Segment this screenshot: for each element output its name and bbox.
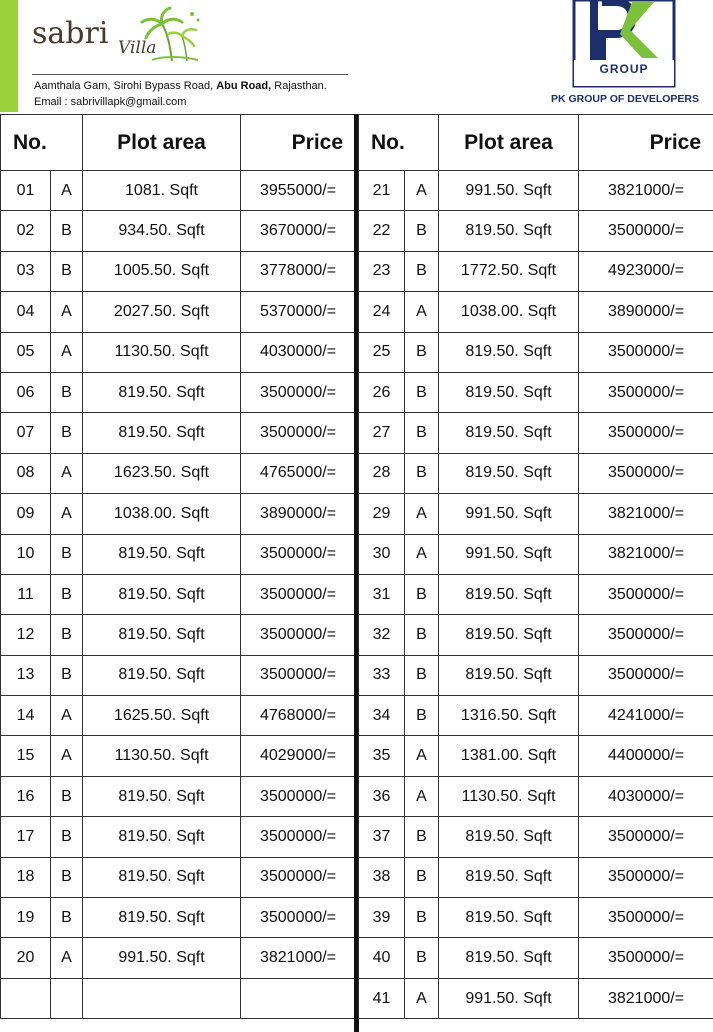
plot-number: 21 bbox=[359, 171, 405, 211]
plot-type: A bbox=[405, 978, 439, 1018]
plot-area: 1038.00. Sqft bbox=[439, 292, 579, 332]
plot-type: B bbox=[51, 615, 83, 655]
plot-price: 3500000/= bbox=[579, 857, 713, 897]
plot-price: 4923000/= bbox=[579, 251, 713, 291]
plot-area: 819.50. Sqft bbox=[439, 211, 579, 251]
plot-price: 3500000/= bbox=[241, 574, 356, 614]
pk-group-label: GROUP bbox=[599, 62, 649, 76]
plot-area: 819.50. Sqft bbox=[83, 776, 241, 816]
table-row bbox=[1, 898, 356, 938]
plot-type: B bbox=[405, 413, 439, 453]
plot-number: 40 bbox=[359, 938, 405, 978]
plot-number: 37 bbox=[359, 817, 405, 857]
plot-type: B bbox=[405, 332, 439, 372]
plot-price: 5370000/= bbox=[241, 292, 356, 332]
plot-area: 819.50. Sqft bbox=[439, 332, 579, 372]
plot-price: 3670000/= bbox=[241, 211, 356, 251]
palm-tree-icon bbox=[132, 6, 202, 66]
plot-table-left bbox=[0, 114, 356, 1019]
plot-type: B bbox=[51, 534, 83, 574]
plot-price: 3821000/= bbox=[579, 171, 713, 211]
plot-type: B bbox=[51, 413, 83, 453]
plot-area: 934.50. Sqft bbox=[83, 211, 241, 251]
table-row bbox=[1, 171, 356, 211]
plot-area: 1623.50. Sqft bbox=[83, 453, 241, 493]
table-row bbox=[1, 857, 356, 897]
plot-type: A bbox=[405, 171, 439, 211]
plot-area: 819.50. Sqft bbox=[83, 413, 241, 453]
plot-price: 4029000/= bbox=[241, 736, 356, 776]
plot-area: 819.50. Sqft bbox=[439, 615, 579, 655]
plot-type: A bbox=[405, 736, 439, 776]
plot-number: 10 bbox=[1, 534, 51, 574]
plot-type: B bbox=[405, 615, 439, 655]
plot-number: 08 bbox=[1, 453, 51, 493]
plot-type: A bbox=[51, 494, 83, 534]
plot-price: 3500000/= bbox=[579, 615, 713, 655]
plot-price: 3778000/= bbox=[241, 251, 356, 291]
table-row bbox=[359, 372, 713, 412]
plot-area: 819.50. Sqft bbox=[439, 453, 579, 493]
plot-number: 34 bbox=[359, 696, 405, 736]
plot-area: 1130.50. Sqft bbox=[439, 776, 579, 816]
plot-area: 819.50. Sqft bbox=[439, 857, 579, 897]
table-row bbox=[359, 332, 713, 372]
plot-price: 4768000/= bbox=[241, 696, 356, 736]
table-row bbox=[1, 211, 356, 251]
plot-area: 819.50. Sqft bbox=[83, 574, 241, 614]
plot-type: B bbox=[405, 696, 439, 736]
plot-type: B bbox=[405, 211, 439, 251]
plot-area: 991.50. Sqft bbox=[439, 978, 579, 1018]
plot-type bbox=[51, 978, 83, 1018]
plot-number: 09 bbox=[1, 494, 51, 534]
table-row bbox=[1, 655, 356, 695]
table-row bbox=[359, 736, 713, 776]
plot-type: A bbox=[51, 453, 83, 493]
plot-area: 1081. Sqft bbox=[83, 171, 241, 211]
plot-price: 3500000/= bbox=[241, 857, 356, 897]
plot-area: 1038.00. Sqft bbox=[83, 494, 241, 534]
plot-type: A bbox=[51, 292, 83, 332]
table-row bbox=[359, 574, 713, 614]
plot-type: B bbox=[51, 655, 83, 695]
plot-price: 3500000/= bbox=[579, 655, 713, 695]
plot-area: 819.50. Sqft bbox=[439, 413, 579, 453]
col-price: Price bbox=[241, 115, 356, 171]
plot-type: B bbox=[405, 817, 439, 857]
plot-number: 27 bbox=[359, 413, 405, 453]
table-row bbox=[1, 938, 356, 978]
plot-area: 1130.50. Sqft bbox=[83, 736, 241, 776]
plot-type: B bbox=[405, 938, 439, 978]
plot-price: 3890000/= bbox=[579, 292, 713, 332]
plot-area: 2027.50. Sqft bbox=[83, 292, 241, 332]
col-no: No. bbox=[1, 115, 83, 171]
plot-type: A bbox=[405, 292, 439, 332]
plot-number: 14 bbox=[1, 696, 51, 736]
col-area: Plot area bbox=[439, 115, 579, 171]
green-accent-bar bbox=[0, 0, 18, 112]
plot-number: 38 bbox=[359, 857, 405, 897]
plot-area: 819.50. Sqft bbox=[439, 655, 579, 695]
table-row bbox=[359, 413, 713, 453]
plot-price: 3890000/= bbox=[241, 494, 356, 534]
table-row bbox=[1, 776, 356, 816]
plot-price: 4765000/= bbox=[241, 453, 356, 493]
table-row bbox=[359, 655, 713, 695]
plot-number: 07 bbox=[1, 413, 51, 453]
plot-number: 26 bbox=[359, 372, 405, 412]
pk-tagline: PK GROUP OF DEVELOPERS bbox=[551, 93, 699, 105]
plot-area: 819.50. Sqft bbox=[439, 817, 579, 857]
plot-number: 01 bbox=[1, 171, 51, 211]
brand-sub: Villa bbox=[118, 38, 157, 58]
table-row bbox=[359, 696, 713, 736]
plot-type: B bbox=[405, 372, 439, 412]
plot-number: 22 bbox=[359, 211, 405, 251]
plot-type: B bbox=[51, 857, 83, 897]
plot-number: 17 bbox=[1, 817, 51, 857]
plot-price: 3500000/= bbox=[241, 898, 356, 938]
plot-type: B bbox=[51, 372, 83, 412]
plot-area: 1316.50. Sqft bbox=[439, 696, 579, 736]
table-row bbox=[1, 292, 356, 332]
col-price: Price bbox=[579, 115, 713, 171]
plot-number: 25 bbox=[359, 332, 405, 372]
plot-number: 12 bbox=[1, 615, 51, 655]
plot-price: 3500000/= bbox=[241, 655, 356, 695]
plot-number: 03 bbox=[1, 251, 51, 291]
plot-price: 4400000/= bbox=[579, 736, 713, 776]
plot-area: 819.50. Sqft bbox=[83, 857, 241, 897]
plot-number: 39 bbox=[359, 898, 405, 938]
plot-number: 24 bbox=[359, 292, 405, 332]
plot-area bbox=[83, 978, 241, 1018]
table-row bbox=[359, 251, 713, 291]
table-row bbox=[359, 978, 713, 1018]
table-row bbox=[1, 817, 356, 857]
plot-price: 3500000/= bbox=[579, 817, 713, 857]
plot-type: B bbox=[405, 655, 439, 695]
plot-type: A bbox=[405, 494, 439, 534]
plot-area: 1005.50. Sqft bbox=[83, 251, 241, 291]
plot-number: 15 bbox=[1, 736, 51, 776]
plot-type: B bbox=[51, 817, 83, 857]
plot-area: 1381.00. Sqft bbox=[439, 736, 579, 776]
plot-number: 33 bbox=[359, 655, 405, 695]
plot-price: 3500000/= bbox=[241, 817, 356, 857]
sabri-villa-logo bbox=[32, 12, 192, 72]
plot-price: 3500000/= bbox=[579, 574, 713, 614]
plot-type: B bbox=[405, 574, 439, 614]
plot-area: 819.50. Sqft bbox=[83, 615, 241, 655]
plot-number: 35 bbox=[359, 736, 405, 776]
plot-number: 18 bbox=[1, 857, 51, 897]
plot-area: 819.50. Sqft bbox=[83, 817, 241, 857]
plot-price: 3821000/= bbox=[579, 534, 713, 574]
brand-name: sabri bbox=[32, 16, 109, 51]
plot-type: B bbox=[405, 898, 439, 938]
plot-number: 11 bbox=[1, 574, 51, 614]
plot-number: 28 bbox=[359, 453, 405, 493]
table-row bbox=[359, 857, 713, 897]
plot-type: A bbox=[51, 696, 83, 736]
plot-area: 819.50. Sqft bbox=[83, 534, 241, 574]
table-row bbox=[359, 938, 713, 978]
plot-number: 23 bbox=[359, 251, 405, 291]
plot-number: 13 bbox=[1, 655, 51, 695]
plot-area: 991.50. Sqft bbox=[439, 171, 579, 211]
table-row bbox=[359, 898, 713, 938]
table-row bbox=[1, 574, 356, 614]
table-row bbox=[1, 534, 356, 574]
plot-price: 4030000/= bbox=[241, 332, 356, 372]
plot-number: 36 bbox=[359, 776, 405, 816]
table-row bbox=[1, 696, 356, 736]
plot-type: A bbox=[405, 776, 439, 816]
table-header bbox=[1, 115, 356, 171]
plot-area: 991.50. Sqft bbox=[439, 494, 579, 534]
table-row bbox=[359, 494, 713, 534]
plot-price: 3500000/= bbox=[579, 453, 713, 493]
plot-number: 31 bbox=[359, 574, 405, 614]
plot-area: 991.50. Sqft bbox=[439, 534, 579, 574]
table-row bbox=[1, 736, 356, 776]
table-row bbox=[1, 413, 356, 453]
plot-table-right bbox=[358, 114, 713, 1019]
plot-price: 4030000/= bbox=[579, 776, 713, 816]
plot-price: 3500000/= bbox=[241, 372, 356, 412]
plot-type: B bbox=[51, 211, 83, 251]
plot-area: 819.50. Sqft bbox=[439, 574, 579, 614]
plot-type: A bbox=[51, 332, 83, 372]
col-area: Plot area bbox=[83, 115, 241, 171]
plot-number: 16 bbox=[1, 776, 51, 816]
plot-type: B bbox=[51, 251, 83, 291]
table-header bbox=[359, 115, 713, 171]
table-row bbox=[1, 251, 356, 291]
plot-type: B bbox=[405, 453, 439, 493]
table-row bbox=[1, 453, 356, 493]
table-row bbox=[1, 978, 356, 1018]
col-no: No. bbox=[359, 115, 439, 171]
plot-type: A bbox=[51, 171, 83, 211]
table-row bbox=[359, 171, 713, 211]
plot-type: A bbox=[405, 534, 439, 574]
plot-type: B bbox=[405, 857, 439, 897]
table-row bbox=[1, 494, 356, 534]
table-row bbox=[1, 372, 356, 412]
plot-type: B bbox=[51, 574, 83, 614]
table-row bbox=[359, 615, 713, 655]
plot-area: 819.50. Sqft bbox=[439, 938, 579, 978]
email-text: Email : sabrivillapk@gmail.com bbox=[34, 96, 187, 108]
plot-number: 29 bbox=[359, 494, 405, 534]
table-row bbox=[1, 615, 356, 655]
plot-area: 819.50. Sqft bbox=[83, 898, 241, 938]
address: Aamthala Gam, Sirohi Bypass Road, Abu Road, Rajasthan. bbox=[34, 80, 327, 92]
plot-area: 991.50. Sqft bbox=[83, 938, 241, 978]
plot-area: 819.50. Sqft bbox=[439, 898, 579, 938]
table-row bbox=[359, 453, 713, 493]
plot-price: 3500000/= bbox=[241, 776, 356, 816]
table-row bbox=[1, 332, 356, 372]
plot-number: 20 bbox=[1, 938, 51, 978]
plot-price: 3500000/= bbox=[241, 534, 356, 574]
plot-type: B bbox=[405, 251, 439, 291]
plot-number: 04 bbox=[1, 292, 51, 332]
plot-price: 3821000/= bbox=[579, 978, 713, 1018]
plot-price: 4241000/= bbox=[579, 696, 713, 736]
table-row bbox=[359, 292, 713, 332]
plot-number: 41 bbox=[359, 978, 405, 1018]
plot-area: 1625.50. Sqft bbox=[83, 696, 241, 736]
plot-type: B bbox=[51, 776, 83, 816]
plot-area: 819.50. Sqft bbox=[83, 655, 241, 695]
plot-price: 3500000/= bbox=[579, 211, 713, 251]
plot-price: 3500000/= bbox=[579, 413, 713, 453]
plot-price: 3821000/= bbox=[579, 494, 713, 534]
plot-type: A bbox=[51, 736, 83, 776]
plot-price: 3955000/= bbox=[241, 171, 356, 211]
plot-type: B bbox=[51, 898, 83, 938]
plot-number: 32 bbox=[359, 615, 405, 655]
plot-area: 1772.50. Sqft bbox=[439, 251, 579, 291]
plot-number: 06 bbox=[1, 372, 51, 412]
plot-price: 3500000/= bbox=[579, 938, 713, 978]
table-row bbox=[359, 776, 713, 816]
table-row bbox=[359, 534, 713, 574]
plot-price: 3500000/= bbox=[241, 413, 356, 453]
plot-price bbox=[241, 978, 356, 1018]
plot-number: 30 bbox=[359, 534, 405, 574]
plot-price: 3500000/= bbox=[579, 898, 713, 938]
plot-number bbox=[1, 978, 51, 1018]
plot-number: 02 bbox=[1, 211, 51, 251]
plot-price: 3500000/= bbox=[579, 332, 713, 372]
plot-number: 19 bbox=[1, 898, 51, 938]
table-row bbox=[359, 817, 713, 857]
table-row bbox=[359, 211, 713, 251]
header-divider bbox=[32, 74, 348, 75]
plot-area: 819.50. Sqft bbox=[83, 372, 241, 412]
plot-number: 05 bbox=[1, 332, 51, 372]
plot-area: 1130.50. Sqft bbox=[83, 332, 241, 372]
plot-price: 3821000/= bbox=[241, 938, 356, 978]
plot-price: 3500000/= bbox=[579, 372, 713, 412]
plot-type: A bbox=[51, 938, 83, 978]
plot-area: 819.50. Sqft bbox=[439, 372, 579, 412]
plot-price: 3500000/= bbox=[241, 615, 356, 655]
